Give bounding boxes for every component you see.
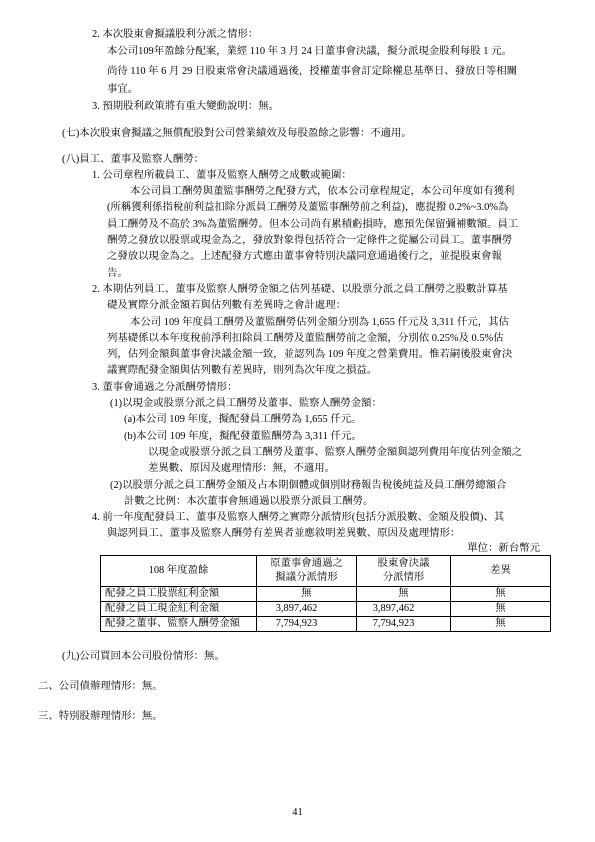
- remuneration-subitem-1a: (a)本公司 109 年度，擬配發員工酬勞為 1,655 仟元。: [124, 414, 362, 425]
- remuneration-subitem-1-note: 以現金或股票分派之員工酬勞及董事、監察人酬勞金額與認列費用年度估列金額之: [148, 447, 523, 458]
- remuneration-subitem-1-note: 差異數、原因及處理情形：無，不適用。: [148, 463, 336, 474]
- column-header-text: 股東會決議: [377, 558, 430, 569]
- dividend-proposal-heading: 2. 本次股東會擬議股利分派之情形：: [92, 29, 259, 40]
- dividend-policy-change: 3. 預期股利政策將有重大變動說明：無。: [92, 101, 280, 112]
- remuneration-item-1-heading: 1. 公司章程所載員工、董事及監察人酬勞之成數或範圍：: [92, 170, 352, 181]
- column-header-text: 分派情形: [382, 572, 425, 583]
- table-row: [101, 587, 551, 602]
- column-header-text: 108 年度盈餘: [148, 565, 209, 576]
- remuneration-item-4-heading: 與認列員工、董事及監察人酬勞有差異者並應敘明差異數、原因及處理情形：: [107, 528, 461, 539]
- remuneration-subitem-1-heading: (1)以現金或股票分派之員工酬勞及董事、監察人酬勞金額：: [110, 398, 382, 409]
- section-8-heading: (八)員工、董事及監察人酬勞：: [62, 154, 204, 165]
- remuneration-item-1-text: 之發放以現金為之。上述配發方式應由董事會特別決議同意通過後行之，並提股東會報: [107, 251, 502, 262]
- remuneration-item-4-heading: 4. 前一年度配發員工、董事及監察人酬勞之實際分派情形(包括分派股數、金額及股價)、其: [92, 512, 505, 523]
- chapter-3-preferred-shares: 三、特別股辦理情形：無。: [38, 711, 163, 722]
- row-label: 配發之員工股票紅利金額: [101, 587, 257, 602]
- section-9-share-buyback: (九)公司買回本公司股份情形：無。: [62, 651, 225, 662]
- column-header-board-proposed: [257, 556, 357, 587]
- board-proposed-cell: 3,897,462: [257, 602, 357, 617]
- remuneration-subitem-1b: (b)本公司 109 年度，擬配發董監酬勞為 3,311 仟元。: [124, 431, 362, 442]
- remuneration-subitem-2: (2)以股票分派之員工酬勞金額及占本期個體或個別財務報告稅後純益及員工酬勞總額合: [110, 480, 507, 491]
- page-number: 41: [292, 807, 303, 818]
- board-proposed-cell: 7,794,923: [257, 617, 357, 632]
- table-row: [101, 617, 551, 632]
- remuneration-item-2-text: 議實際配發金額與估列數有差異時，則列為次年度之損益。: [107, 365, 378, 376]
- board-proposed-cell: 無: [257, 587, 357, 602]
- difference-cell: 無: [451, 587, 551, 602]
- remuneration-item-2-text: 列，估列金額與董事會決議金額一致，並認列為 109 年度之營業費用。惟若嗣後股東會決: [107, 349, 513, 360]
- column-header-text: 差異: [490, 565, 511, 576]
- difference-cell: 無: [451, 602, 551, 617]
- dividend-proposal-text: 本公司109年盈餘分配案，業經 110 年 3 月 24 日董事會決議，擬分派現金股利每股 1 元。: [107, 46, 512, 57]
- row-label: 配發之董事、監察人酬勞金額: [101, 617, 257, 632]
- table-row: [101, 602, 551, 617]
- difference-cell: 無: [451, 617, 551, 632]
- remuneration-item-3-heading: 3. 董事會通過之分派酬勞情形：: [92, 382, 238, 393]
- prior-year-remuneration-table: [100, 555, 551, 632]
- remuneration-item-2-text: 列基礎係以本年度稅前淨利扣除員工酬勞及董監酬勞前之金額，分別依 0.25%及 0.5%估: [107, 333, 504, 344]
- column-header-difference: [451, 556, 551, 587]
- shareholders-resolved-cell: 無: [357, 587, 451, 602]
- remuneration-item-1-text: 酬勞之發放以股票或現金為之，發放對象得包括符合一定條件之從屬公司員工。董事酬勞: [107, 235, 513, 246]
- row-label: 配發之員工現金紅利金額: [101, 602, 257, 617]
- remuneration-subitem-2: 計數之比例：本次董事會無通過以股票分派員工酬勞。: [124, 496, 374, 507]
- column-header-text: 擬議分派情形: [275, 572, 338, 583]
- column-header-year-surplus: [101, 556, 257, 587]
- remuneration-item-2-heading: 礎及實際分派金額若與估列數有差異時之會計處理：: [107, 300, 346, 311]
- table-header-row: [101, 556, 551, 587]
- dividend-proposal-text: 事宜。: [107, 84, 139, 95]
- shareholders-resolved-cell: 7,794,923: [357, 617, 451, 632]
- shareholders-resolved-cell: 3,897,462: [357, 602, 451, 617]
- chapter-2-corporate-bonds: 二、公司債辦理情形：無。: [38, 681, 163, 692]
- column-header-shareholders-resolved: [357, 556, 451, 587]
- remuneration-item-1-text: 員工酬勞及不高於 3%為董監酬勞。但本公司尚有累積虧損時，應預先保留彌補數額。員工: [107, 219, 519, 230]
- dividend-proposal-text: 尚待 110 年 6 月 29 日股東常會決議通過後，授權董事會訂定除權息基準日、發放日等相關: [107, 66, 518, 77]
- remuneration-item-2-heading: 2. 本期估列員工、董事及監察人酬勞金額之估列基礎、以股票分派之員工酬勞之股數計算基: [92, 284, 508, 295]
- remuneration-item-1-text: 告。: [107, 268, 128, 279]
- remuneration-item-1-text: (所稱獲利係指稅前利益扣除分派員工酬勞及董監事酬勞前之利益)，應提撥 0.2%~3.0%為: [107, 202, 509, 213]
- currency-unit-label: 單位：新台幣元: [467, 543, 540, 554]
- remuneration-item-2-text: 本公司 109 年度員工酬勞及董監酬勞估列金額分別為 1,655 仟元及 3,311 仟元，其估: [130, 317, 509, 328]
- remuneration-item-1-text: 本公司員工酬勞與董監事酬勞之配發方式，依本公司章程規定，本公司年度如有獲利: [130, 186, 515, 197]
- section-7-stock-dividend-impact: (七)本次股東會擬議之無償配股對公司營業績效及每股盈餘之影響：不適用。: [62, 128, 412, 139]
- column-header-text: 原董事會通過之: [270, 558, 343, 569]
